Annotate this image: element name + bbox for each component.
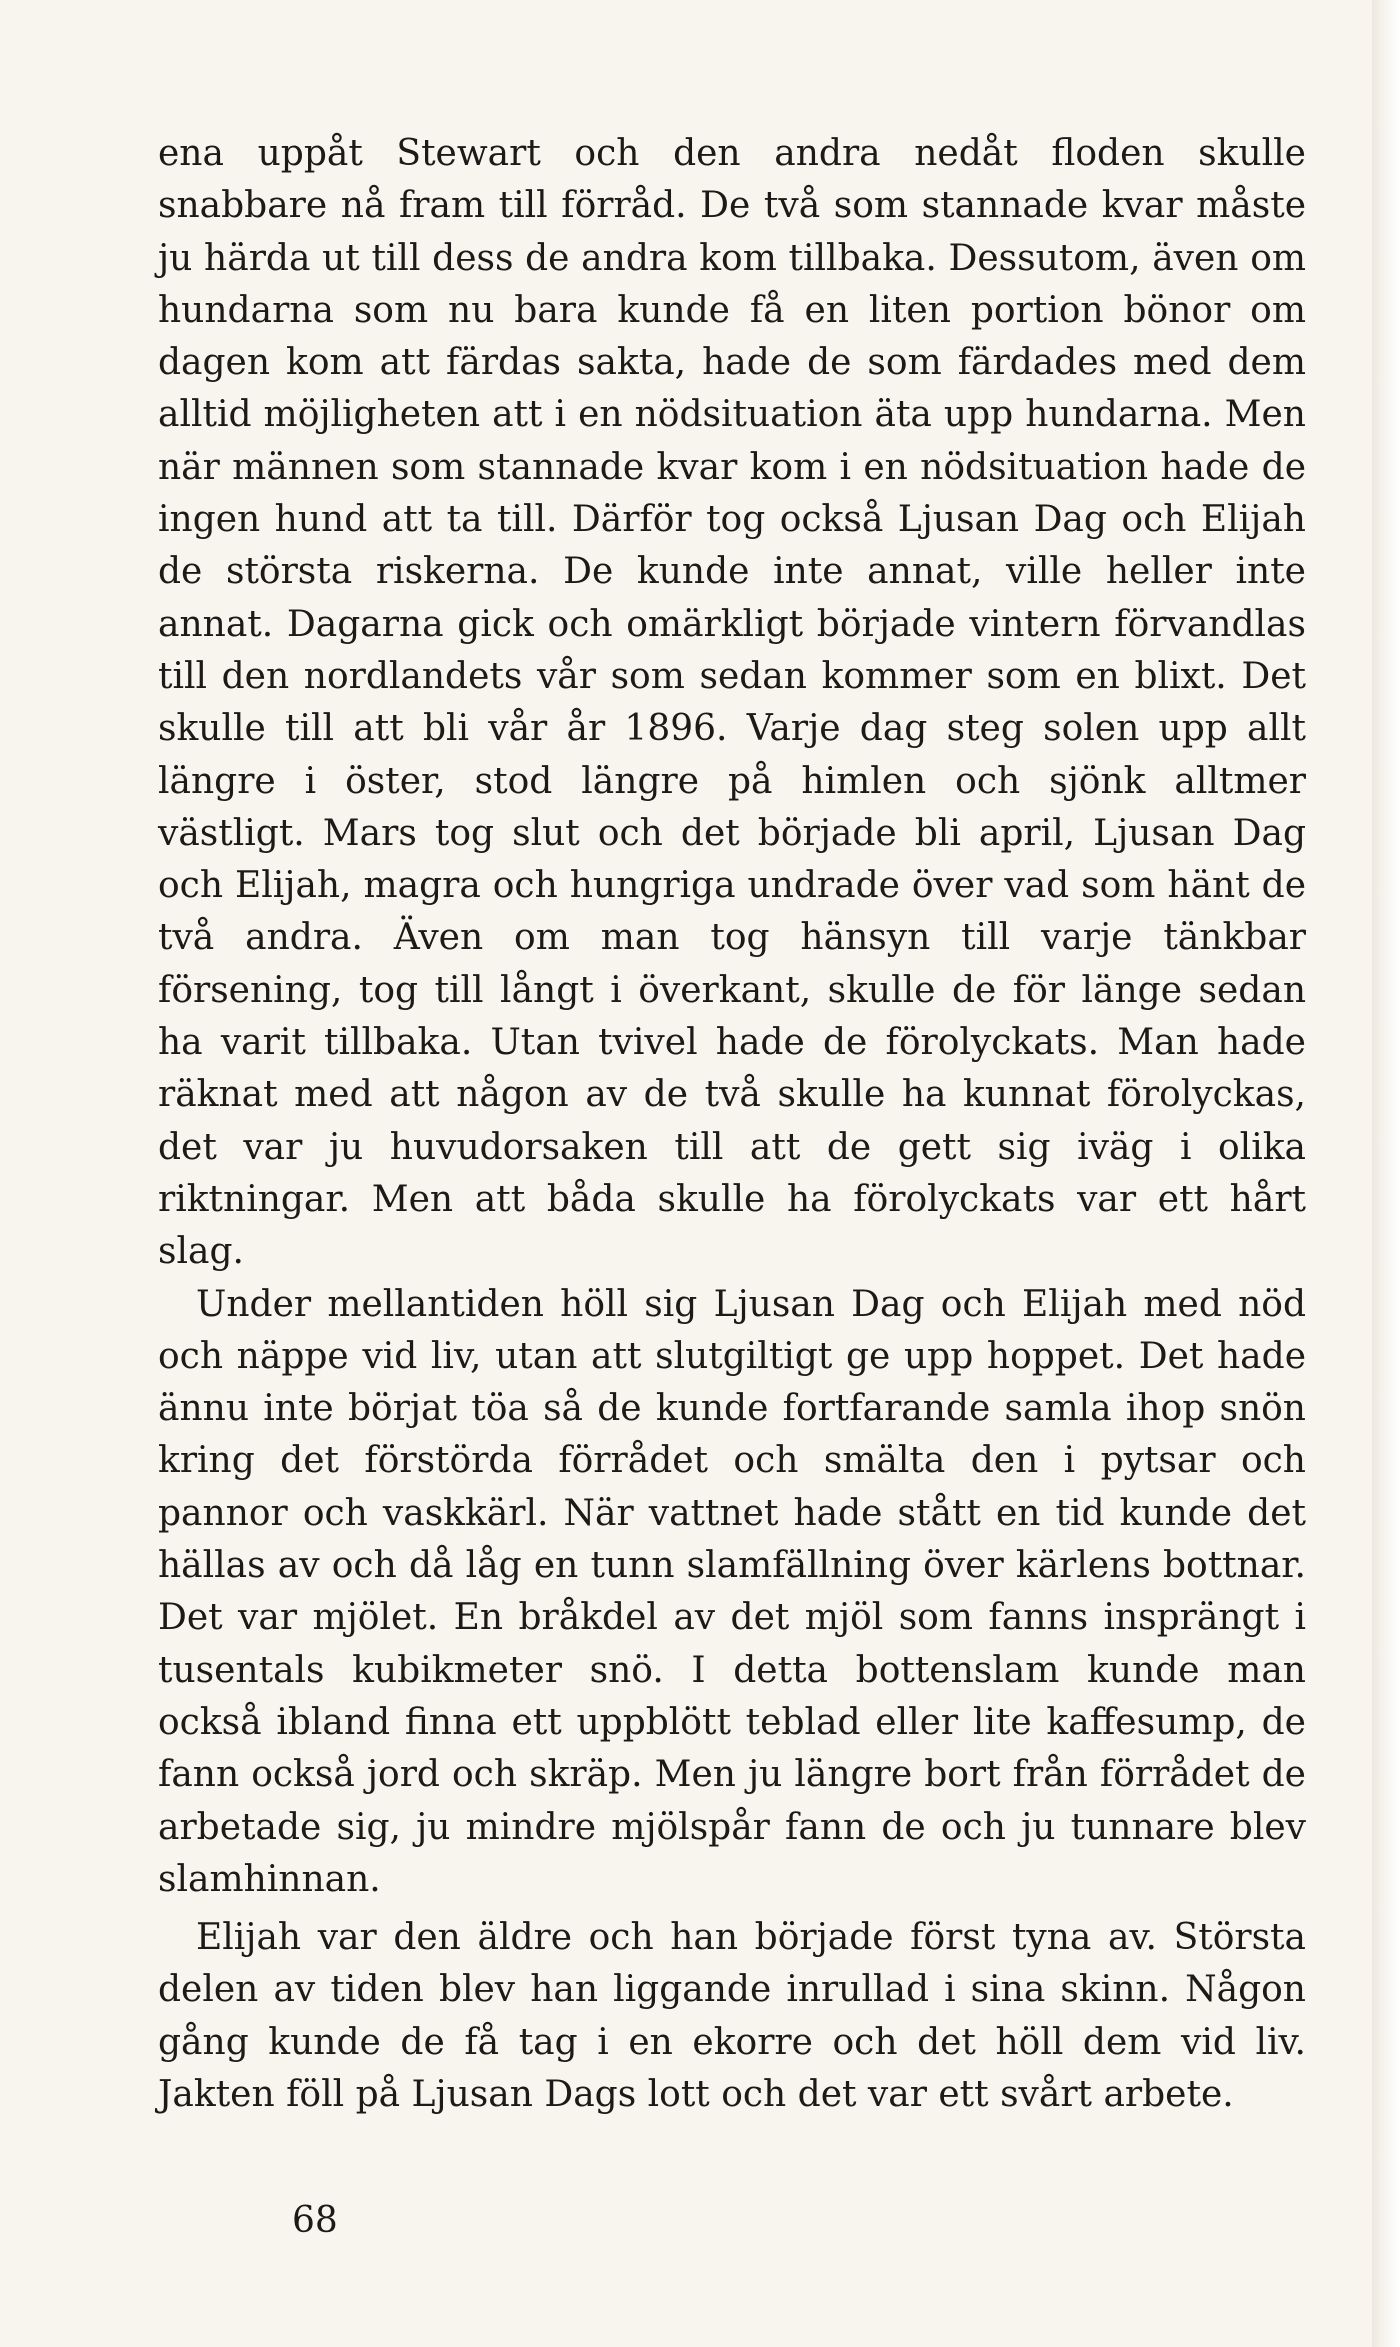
page-number: 68 — [292, 2200, 338, 2241]
body-text — [158, 128, 1306, 2121]
page-edge-shadow — [1372, 0, 1400, 2347]
paragraph-3: Elijah var den äldre och han började först tyna av. Största delen av tiden blev han liggande inrullad i sina skinn. Någon gång kunde de få tag i en ekorre och det höll dem vid liv. Jakten föll på Ljusan Dags lott och det var ett svårt arbete. — [158, 1917, 1306, 2115]
paragraph-1: ena uppåt Stewart och den andra nedåt floden skulle snabbare nå fram till förråd. De två som stannade kvar måste ju härda ut till dess de andra kom tillbaka. Dessutom, även om hundarna som nu bara kunde få en liten portion bönor om dagen kom att färdas sakta, hade de som färdades med dem alltid möjligheten att i en nödsituation äta upp hundarna. Men när männen som stannade kvar kom i en nödsituation hade de ingen hund att ta till. Därför tog också Ljusan Dag och Elijah de största riskerna. De kunde inte annat, ville heller inte annat. Dagarna gick och omärkligt började vintern förvandlas till den nordlandets vår som sedan kommer som en blixt. Det skulle till att bli vår år 1896. Varje dag steg solen upp allt längre i öster, stod längre på himlen och sjönk alltmer västligt. Mars tog slut och det började bli april, Ljusan Dag och Elijah, magra och hungriga undrade över vad som hänt de två andra. Även om man tog hänsyn till varje tänkbar försening, tog till långt i överkant, skulle de för länge sedan ha varit tillbaka. Utan tvivel hade de förolyckats. Man hade räknat med att någon av de två skulle ha kunnat förolyckas, det var ju huvudorsaken till att de gett sig iväg i olika riktningar. Men att båda skulle ha förolyckats var ett hårt slag. — [158, 133, 1306, 1273]
paragraph-2: Under mellantiden höll sig Ljusan Dag och Elijah med nöd och näppe vid liv, utan att slutgiltigt ge upp hoppet. Det hade ännu inte börjat töa så de kunde fortfarande samla ihop snön kring det förstörda förrådet och smälta den i pytsar och pannor och vaskkärl. När vattnet hade stått en tid kunde det hällas av och då låg en tunn slamfällning över kärlens bottnar. Det var mjölet. En bråkdel av det mjöl som fanns insprängt i tusentals kubikmeter snö. I detta bottenslam kunde man också ibland finna ett uppblött teblad eller lite kaffesump, de fann också jord och skräp. Men ju längre bort från förrådet de arbetade sig, ju mindre mjölspår fann de och ju tunnare blev slamhinnan. — [158, 1283, 1306, 1900]
